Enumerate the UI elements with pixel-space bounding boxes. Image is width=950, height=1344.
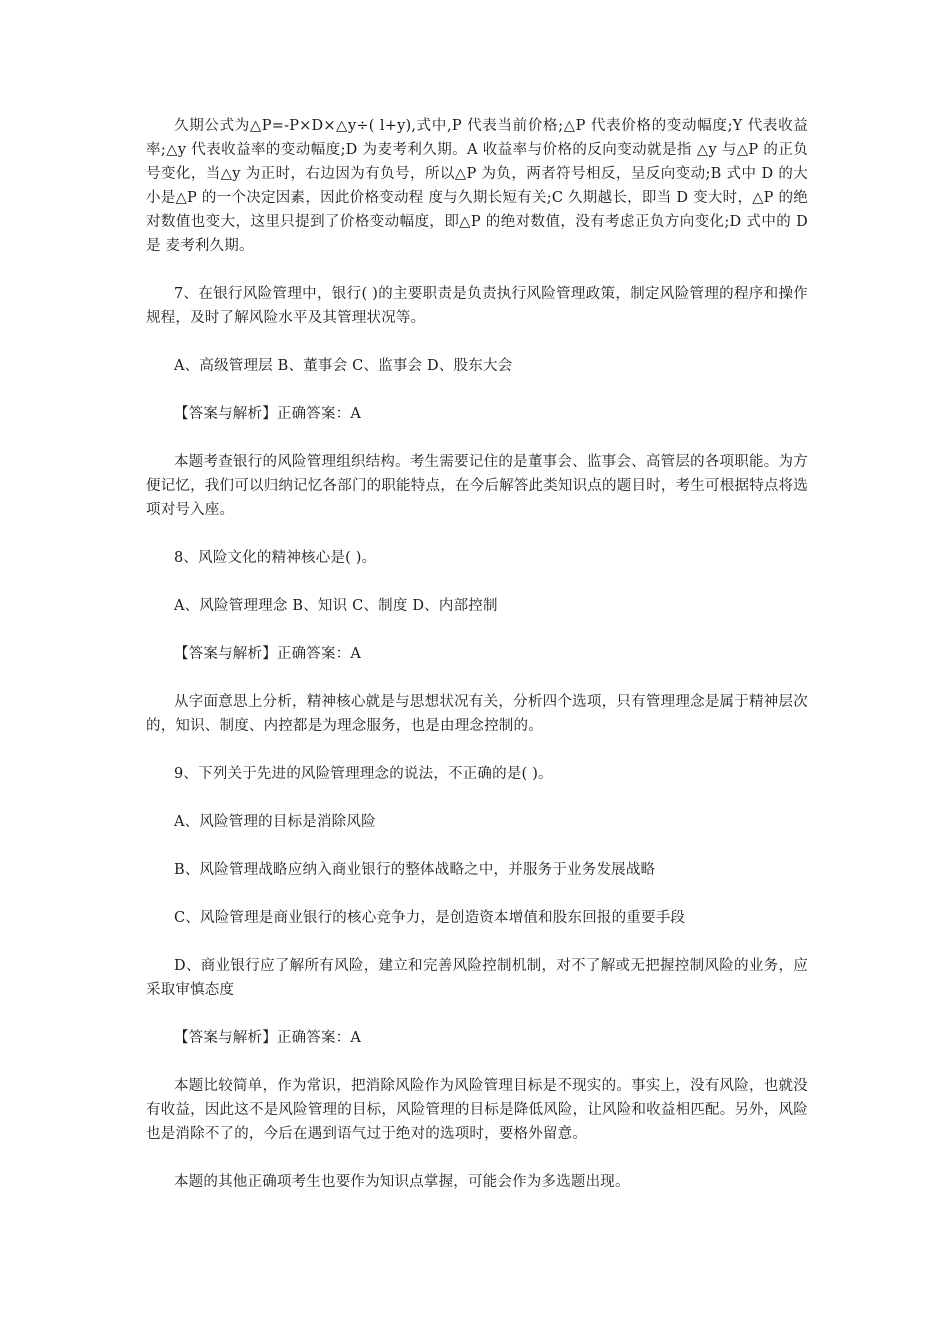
question-7-options: A、高级管理层 B、董事会 C、监事会 D、股东大会 [174, 358, 513, 374]
question-9: 9、下列关于先进的风险管理理念的说法，不正确的是( )。 [174, 766, 553, 782]
document-body [146, 114, 808, 1194]
question-9-option-d: D、商业银行应了解所有风险，建立和完善风险控制机制，对不了解或无把握控制风险的业务，应采取审慎态度 [146, 958, 808, 998]
question-7: 7、在银行风险管理中，银行( )的主要职责是负责执行风险管理政策，制定风险管理的程序和操作规程，及时了解风险水平及其管理状况等。 [146, 286, 808, 326]
question-8: 8、风险文化的精神核心是( )。 [174, 550, 377, 566]
question-9-option-a: A、风险管理的目标是消除风险 [174, 814, 376, 830]
duration-formula-explanation: 久期公式为△P=-P×D×△y÷( l+y),式中,P 代表当前价格;△P 代表价格的变动幅度;Y 代表收益率;△y 代表收益率的变动幅度;D 为麦考利久期。A 收益率与价格的反向变动就是指 △y 与△P 的正负号变化，当△y 为正时，右边因为有负号，所以△P 为负，两者符号相反，呈反向变动;B 式中 D 的大小是△P 的一个决定因素，因此价格变动程 度与久期长短有关;C 久期越长，即当 D 变大时，△P 的绝对数值也变大，这里只提到了价格变动幅度，即△P 的绝对数值，没有考虑正负方向变化;D 式中的 D 是 麦考利久期。 [146, 118, 808, 254]
question-7-answer: 【答案与解析】正确答案：A [174, 406, 362, 422]
question-8-options: A、风险管理理念 B、知识 C、制度 D、内部控制 [174, 598, 498, 614]
question-9-answer: 【答案与解析】正确答案：A [174, 1030, 362, 1046]
question-9-note: 本题的其他正确项考生也要作为知识点掌握，可能会作为多选题出现。 [174, 1174, 630, 1190]
question-8-analysis: 从字面意思上分析，精神核心就是与思想状况有关，分析四个选项，只有管理理念是属于精神层次的，知识、制度、内控都是为理念服务，也是由理念控制的。 [146, 694, 808, 734]
question-8-answer: 【答案与解析】正确答案：A [174, 646, 362, 662]
question-9-analysis: 本题比较简单，作为常识，把消除风险作为风险管理目标是不现实的。事实上，没有风险，也就没有收益，因此这不是风险管理的目标，风险管理的目标是降低风险，让风险和收益相匹配。另外，风险也是消除不了的，今后在遇到语气过于绝对的选项时，要格外留意。 [146, 1078, 808, 1142]
question-9-option-c: C、风险管理是商业银行的核心竞争力，是创造资本增值和股东回报的重要手段 [174, 910, 686, 926]
question-9-option-b: B、风险管理战略应纳入商业银行的整体战略之中，并服务于业务发展战略 [174, 862, 656, 878]
question-7-analysis: 本题考查银行的风险管理组织结构。考生需要记住的是董事会、监事会、高管层的各项职能。为方便记忆，我们可以归纳记忆各部门的职能特点，在今后解答此类知识点的题目时，考生可根据特点将选项对号入座。 [146, 454, 808, 518]
